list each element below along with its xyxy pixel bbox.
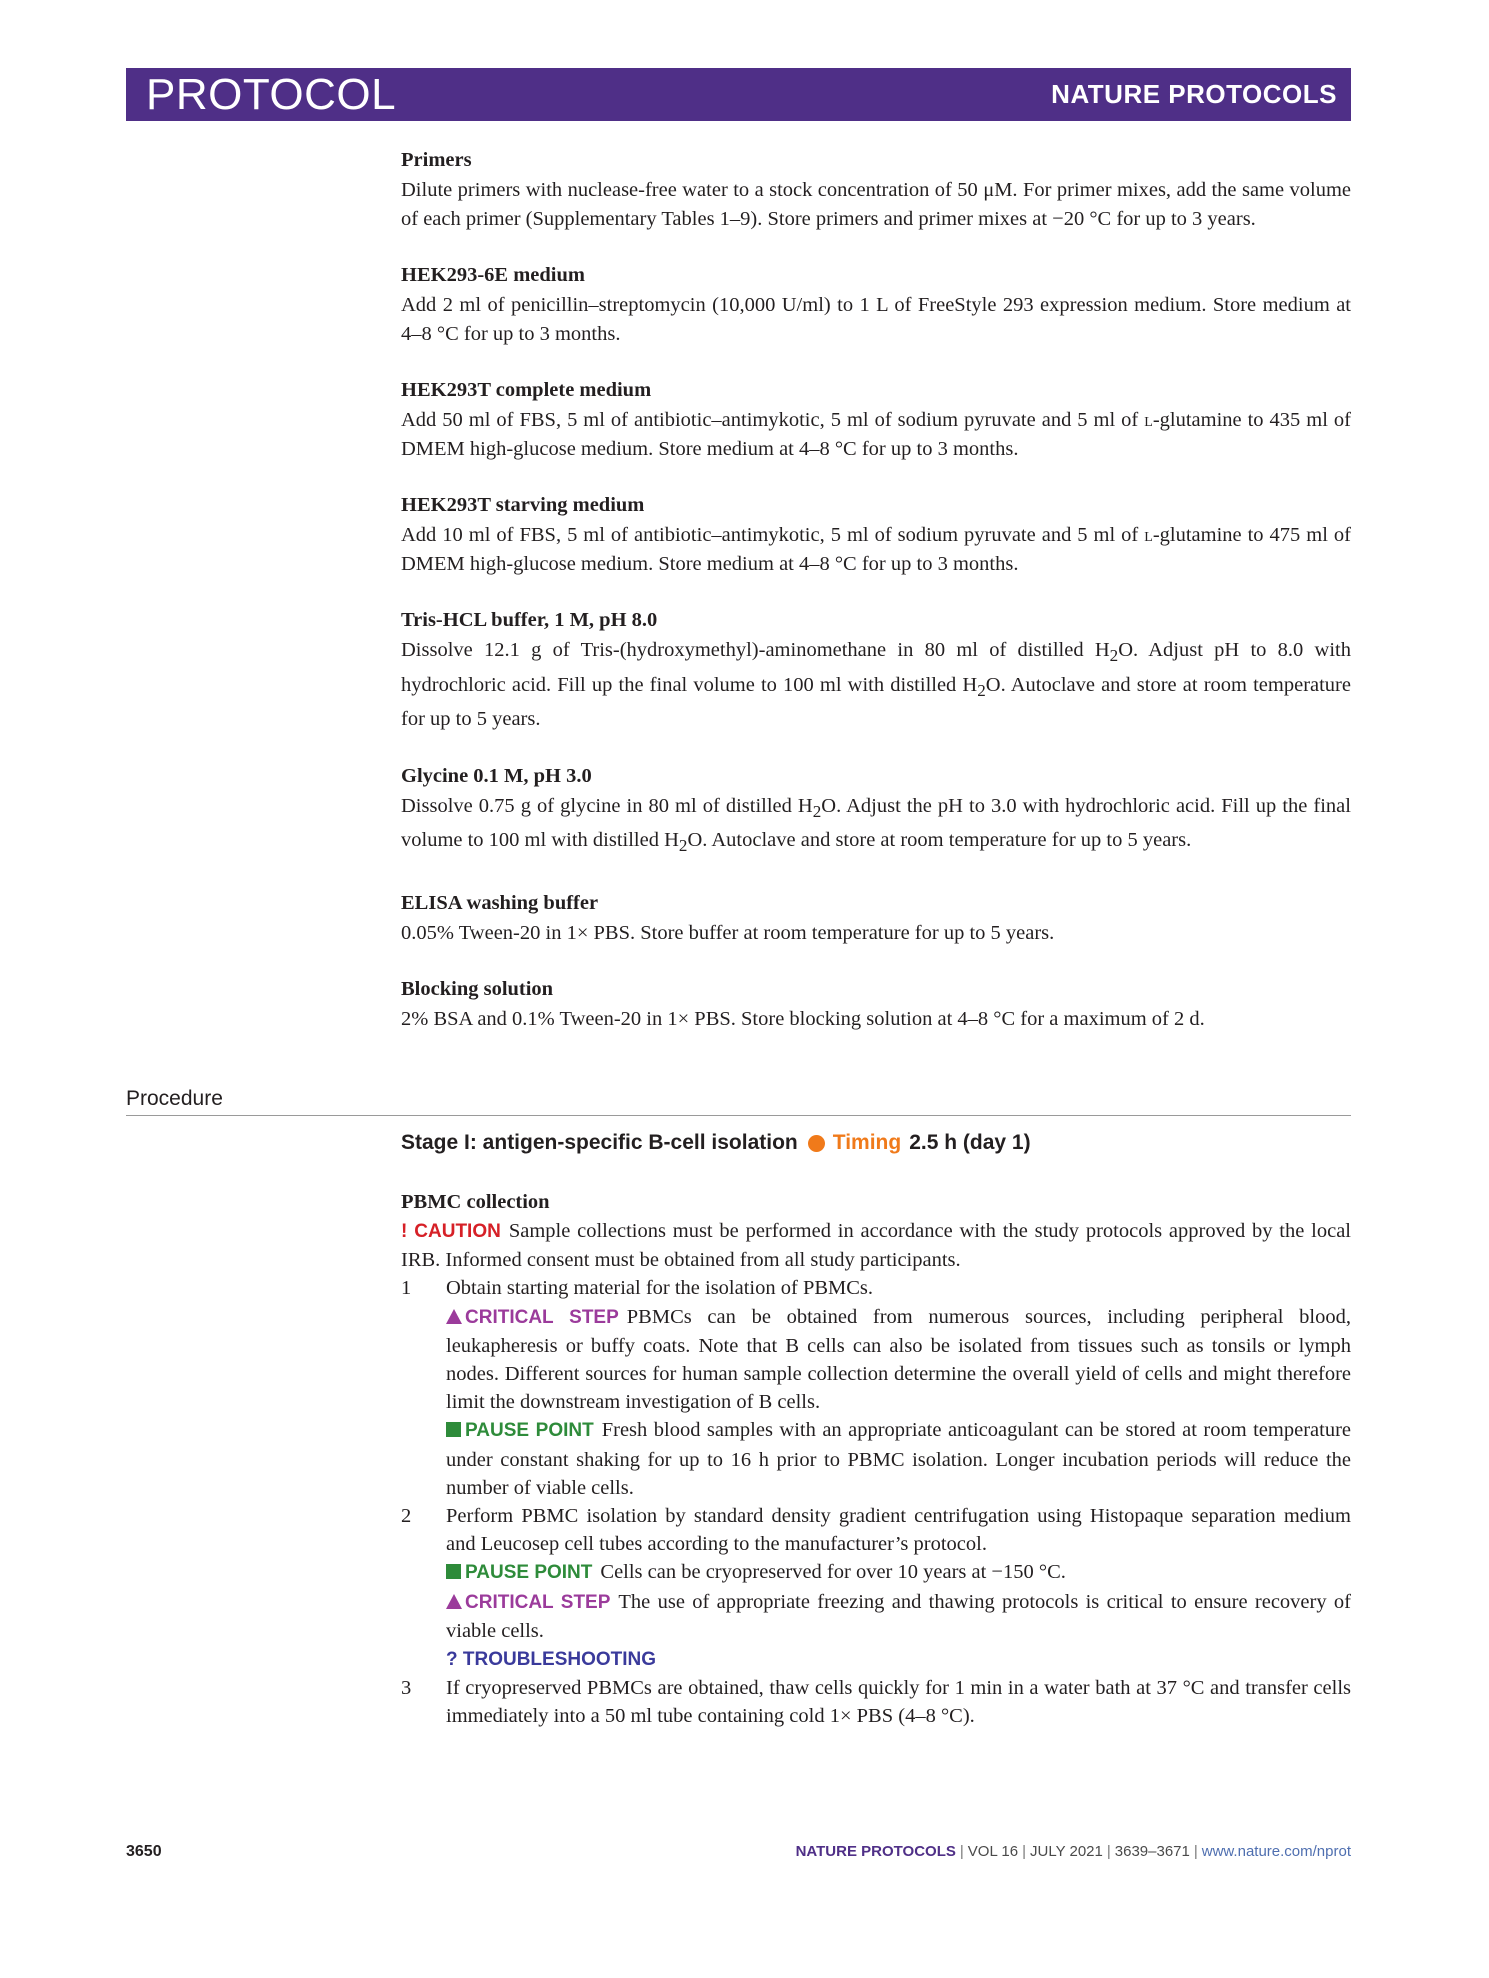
procedure-heading: Procedure bbox=[126, 1087, 223, 1110]
reagent-text: 2% BSA and 0.1% Tween-20 in 1× PBS. Store blocking solution at 4–8 °C for a maximum of 2 d. bbox=[401, 1008, 1205, 1031]
reagent-text: Dilute primers with nuclease-free water to a stock concentration of 50 μM. For primer mixes, add the same volume of each primer (Supplementary Tables 1–9). Store primers and primer mixes at −20 °C for up to 3 years. bbox=[401, 179, 1351, 230]
citation: NATURE PROTOCOLS | VOL 16 | JULY 2021 | 3639–3671 | www.nature.com/nprot bbox=[795, 1843, 1351, 1860]
critical-triangle-icon bbox=[446, 1309, 462, 1324]
reagent-title: Blocking solution bbox=[401, 978, 554, 1001]
reagent-title: ELISA washing buffer bbox=[401, 891, 599, 914]
timing-dot-icon bbox=[808, 1135, 825, 1152]
reagent-hek293t-starving-medium bbox=[401, 493, 1351, 578]
procedure-divider bbox=[126, 1115, 1351, 1116]
reagent-elisa-washing-buffer bbox=[401, 891, 1351, 948]
pause-point-note: PAUSE POINT Cells can be cryopreserved for over 10 years at −150 °C. bbox=[446, 1558, 1351, 1587]
reagent-title: HEK293T complete medium bbox=[401, 379, 652, 401]
reagent-title: Primers bbox=[401, 149, 472, 171]
stage-label: Stage I: antigen-specific B-cell isolation bbox=[401, 1131, 798, 1154]
reagent-glycine bbox=[401, 764, 1351, 861]
reagent-title: HEK293-6E medium bbox=[401, 264, 585, 286]
reagent-text: Add 50 ml of FBS, 5 ml of antibiotic–antimykotic, 5 ml of sodium pyruvate and 5 ml of l-glutamine to 435 ml of DMEM high-glucose medium. Store medium at 4–8 °C for up to 3 months. bbox=[401, 409, 1351, 460]
reagent-text: Add 2 ml of penicillin–streptomycin (10,000 U/ml) to 1 L of FreeStyle 293 expression medium. Store medium at 4–8 °C for up to 3 months. bbox=[401, 294, 1351, 345]
step-text: Obtain starting material for the isolation of PBMCs. bbox=[446, 1277, 874, 1300]
reagent-text: Add 10 ml of FBS, 5 ml of antibiotic–antimykotic, 5 ml of sodium pyruvate and 5 ml of l-glutamine to 475 ml of DMEM high-glucose medium. Store medium at 4–8 °C for up to 3 months. bbox=[401, 524, 1351, 575]
timing-value: 2.5 h (day 1) bbox=[909, 1131, 1031, 1154]
pause-square-icon bbox=[446, 1564, 461, 1579]
pause-point-note: PAUSE POINT Fresh blood samples with an appropriate anticoagulant can be stored at room temperature under constant shaking for up to 16 h prior to PBMC isolation. Longer incubation periods will reduce the number of viable cells. bbox=[446, 1419, 1351, 1499]
step-text: Perform PBMC isolation by standard density gradient centrifugation using Histopaque separation medium and Leucosep cell tubes according to the manufacturer’s protocol. bbox=[446, 1505, 1351, 1556]
reagent-text: Dissolve 0.75 g of glycine in 80 ml of distilled $H_2O$. Adjust the pH to 3.0 with hydrochloric acid. Fill up the final volume to 100 ml with distilled $H_2O$. Autoclave and store at room temperature for up to 5 years. bbox=[401, 794, 1351, 856]
pause-square-icon bbox=[446, 1422, 461, 1437]
journal-name-header: NATURE PROTOCOLS bbox=[1051, 79, 1337, 109]
pbmc-collection-title: PBMC collection bbox=[401, 1191, 550, 1213]
critical-triangle-icon bbox=[446, 1594, 462, 1609]
step-3 bbox=[401, 1674, 1351, 1730]
section-type-label: PROTOCOL bbox=[146, 70, 397, 119]
step-1 bbox=[401, 1274, 1351, 1502]
reagent-title: Tris-HCL buffer, 1 M, pH 8.0 bbox=[401, 609, 658, 631]
step-number: 3 bbox=[401, 1677, 412, 1700]
step-2 bbox=[401, 1502, 1351, 1674]
header-banner bbox=[126, 68, 1351, 121]
procedure-body bbox=[401, 1190, 1351, 1731]
timing-label: Timing bbox=[832, 1131, 902, 1154]
reagent-blocking-solution bbox=[401, 977, 1351, 1034]
reagent-tris-hcl-buffer bbox=[401, 608, 1351, 734]
reagent-title: Glycine 0.1 M, pH 3.0 bbox=[401, 764, 592, 787]
stage-heading bbox=[401, 1131, 1031, 1155]
reagent-text: Dissolve 12.1 g of Tris-(hydroxymethyl)-aminomethane in 80 ml of distilled $H_2O$. Adjust pH to 8.0 with hydrochloric acid. Fill up the final volume to 100 ml with distilled $H_2O$. Autoclave and store at room temperature for up to 5 years. bbox=[401, 639, 1351, 731]
journal-url-link[interactable]: www.nature.com/nprot bbox=[1201, 1843, 1351, 1860]
caution-label: ! CAUTION bbox=[401, 1221, 501, 1242]
reagent-setup bbox=[401, 148, 1351, 1064]
step-number: 1 bbox=[401, 1277, 412, 1300]
troubleshooting-link[interactable]: ? TROUBLESHOOTING bbox=[446, 1649, 657, 1671]
reagent-hek293t-complete-medium bbox=[401, 378, 1351, 463]
reagent-hek293-6e-medium bbox=[401, 263, 1351, 348]
page-number: 3650 bbox=[126, 1843, 162, 1860]
step-text: If cryopreserved PBMCs are obtained, thaw cells quickly for 1 min in a water bath at 37 °C and transfer cells immediately into a 50 ml tube containing cold 1× PBS (4–8 °C). bbox=[446, 1677, 1351, 1728]
reagent-title: HEK293T starving medium bbox=[401, 494, 645, 516]
step-number: 2 bbox=[401, 1505, 412, 1528]
caution-note: ! CAUTION Sample collections must be performed in accordance with the study protocols approved by the local IRB. Informed consent must be obtained from all study participants. bbox=[401, 1220, 1351, 1272]
reagent-text: 0.05% Tween-20 in 1× PBS. Store buffer at room temperature for up to 5 years. bbox=[401, 921, 1055, 944]
reagent-primers bbox=[401, 148, 1351, 233]
critical-step-note: CRITICAL STEP The use of appropriate freezing and thawing protocols is critical to ensure recovery of viable cells. bbox=[446, 1590, 1351, 1642]
critical-step-note: CRITICAL STEP PBMCs can be obtained from numerous sources, including peripheral blood, leukapheresis or buffy coats. Note that B cells can also be isolated from tissues such as tonsils or lymph nodes. Different sources for human sample collection determine the overall yield of cells and might therefore limit the downstream investigation of B cells. bbox=[446, 1305, 1351, 1414]
